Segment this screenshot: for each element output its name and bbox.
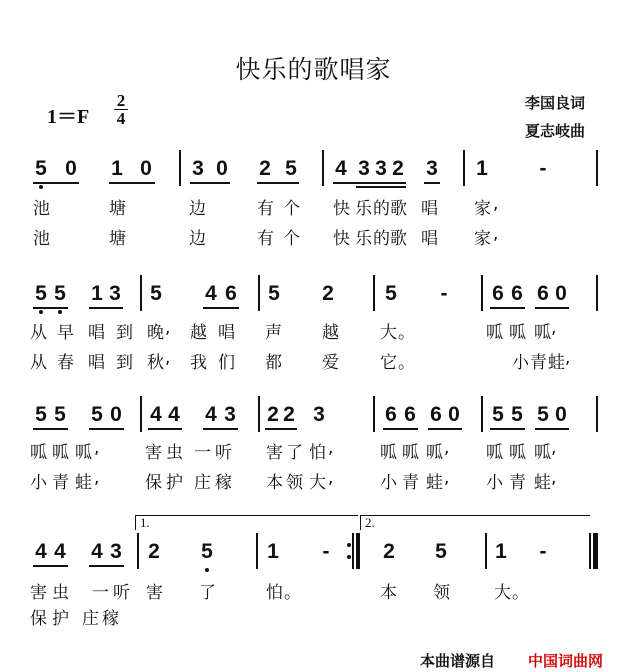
beam: [535, 307, 569, 309]
note: 3: [110, 540, 122, 563]
note: 1: [111, 157, 123, 180]
beam: [33, 565, 68, 567]
beam: [356, 186, 406, 188]
note: 5: [435, 540, 447, 563]
barline: [179, 150, 181, 186]
barline: [596, 150, 598, 186]
song-title: 快乐的歌唱家: [235, 55, 392, 84]
beam: [535, 428, 569, 430]
note: 3: [426, 157, 438, 180]
note: 1: [267, 540, 279, 563]
note: 4: [91, 540, 103, 563]
note: 0: [110, 403, 122, 426]
beam: [33, 182, 79, 184]
note: 6: [430, 403, 442, 426]
note: 4: [205, 403, 217, 426]
barline: [256, 533, 258, 569]
note: 0: [140, 157, 152, 180]
note: 6: [225, 282, 237, 305]
beam: [203, 428, 238, 430]
note: 5: [511, 403, 523, 426]
beam: [257, 182, 299, 184]
barline: [481, 396, 483, 432]
note: 5: [285, 157, 297, 180]
footer-source-label: 本曲谱源自: [420, 652, 496, 670]
note: 3: [224, 403, 236, 426]
time-signature: [113, 93, 129, 126]
note: 5: [199, 541, 215, 563]
beam: [89, 307, 123, 309]
beam: [424, 182, 440, 184]
note: 0: [448, 403, 460, 426]
note: 5: [54, 403, 66, 426]
barline: [258, 275, 260, 311]
barline: [322, 150, 324, 186]
note: 6: [492, 282, 504, 305]
composer-credit: 夏志岐曲: [525, 122, 586, 140]
note: 2: [283, 403, 295, 426]
repeat-dot: [347, 543, 351, 547]
note: 6: [404, 403, 416, 426]
barline: [596, 396, 598, 432]
key-signature: 1＝F: [47, 106, 90, 128]
note: 1: [495, 540, 507, 563]
note: 1: [476, 157, 488, 180]
note: 2: [148, 540, 160, 563]
beam: [109, 182, 155, 184]
barline: [373, 396, 375, 432]
beam: [383, 428, 418, 430]
volta-first-ending: [135, 515, 358, 530]
note: 5: [33, 158, 49, 180]
note: 4: [35, 540, 47, 563]
note: 0: [216, 157, 228, 180]
note: 2: [322, 282, 334, 305]
note-dash: -: [539, 540, 547, 563]
barline: [137, 533, 139, 569]
note: 3: [109, 282, 121, 305]
barline: [481, 275, 483, 311]
note: 5: [492, 403, 504, 426]
lyricist-credit: 李国良词: [525, 94, 586, 112]
footer-site-link[interactable]: 中国词曲网: [528, 652, 604, 670]
barline: [140, 396, 142, 432]
note: 4: [168, 403, 180, 426]
volta-1-label: 1.: [140, 515, 150, 530]
note: 6: [537, 282, 549, 305]
note: 3: [192, 157, 204, 180]
beam: [203, 307, 239, 309]
barline: [140, 275, 142, 311]
repeat-barline-thick: [356, 533, 360, 569]
time-bottom: 4: [116, 109, 126, 128]
note: 3: [375, 157, 387, 180]
note: 5: [35, 403, 47, 426]
final-barline-thick: [593, 533, 598, 569]
beam: [490, 428, 525, 430]
beam: [333, 182, 406, 184]
note: 6: [385, 403, 397, 426]
beam: [33, 307, 68, 309]
note: 2: [267, 403, 279, 426]
note-dash: -: [322, 540, 330, 563]
final-barline-thin: [589, 533, 591, 569]
note: 0: [555, 403, 567, 426]
barline: [258, 396, 260, 432]
note: 2: [259, 157, 271, 180]
note: 5: [150, 282, 162, 305]
note: 0: [555, 282, 567, 305]
beam: [265, 428, 297, 430]
time-top: 2: [116, 91, 126, 110]
note: 5: [52, 283, 68, 305]
barline: [485, 533, 487, 569]
note: 2: [383, 540, 395, 563]
note: 5: [537, 403, 549, 426]
note-dash: -: [440, 282, 448, 305]
note: 3: [313, 403, 325, 426]
beam: [190, 182, 230, 184]
note: 0: [65, 157, 77, 180]
note: 5: [268, 282, 280, 305]
beam: [89, 428, 124, 430]
repeat-dot: [347, 555, 351, 559]
note: 3: [358, 157, 370, 180]
note: 5: [91, 403, 103, 426]
note-dash: -: [539, 157, 547, 180]
beam: [33, 428, 68, 430]
barline: [596, 275, 598, 311]
note: 4: [205, 282, 217, 305]
barline: [373, 275, 375, 311]
repeat-barline-thin: [352, 533, 354, 569]
barline: [463, 150, 465, 186]
beam: [490, 307, 525, 309]
note: 6: [511, 282, 523, 305]
note: 4: [150, 403, 162, 426]
volta-2-label: 2.: [365, 515, 375, 530]
volta-second-ending: [360, 515, 590, 530]
beam: [148, 428, 182, 430]
note: 2: [392, 157, 404, 180]
beam: [89, 565, 124, 567]
note: 5: [385, 282, 397, 305]
beam: [428, 428, 462, 430]
note: 5: [33, 283, 49, 305]
note: 4: [335, 157, 347, 180]
note: 1: [91, 282, 103, 305]
note: 4: [54, 540, 66, 563]
